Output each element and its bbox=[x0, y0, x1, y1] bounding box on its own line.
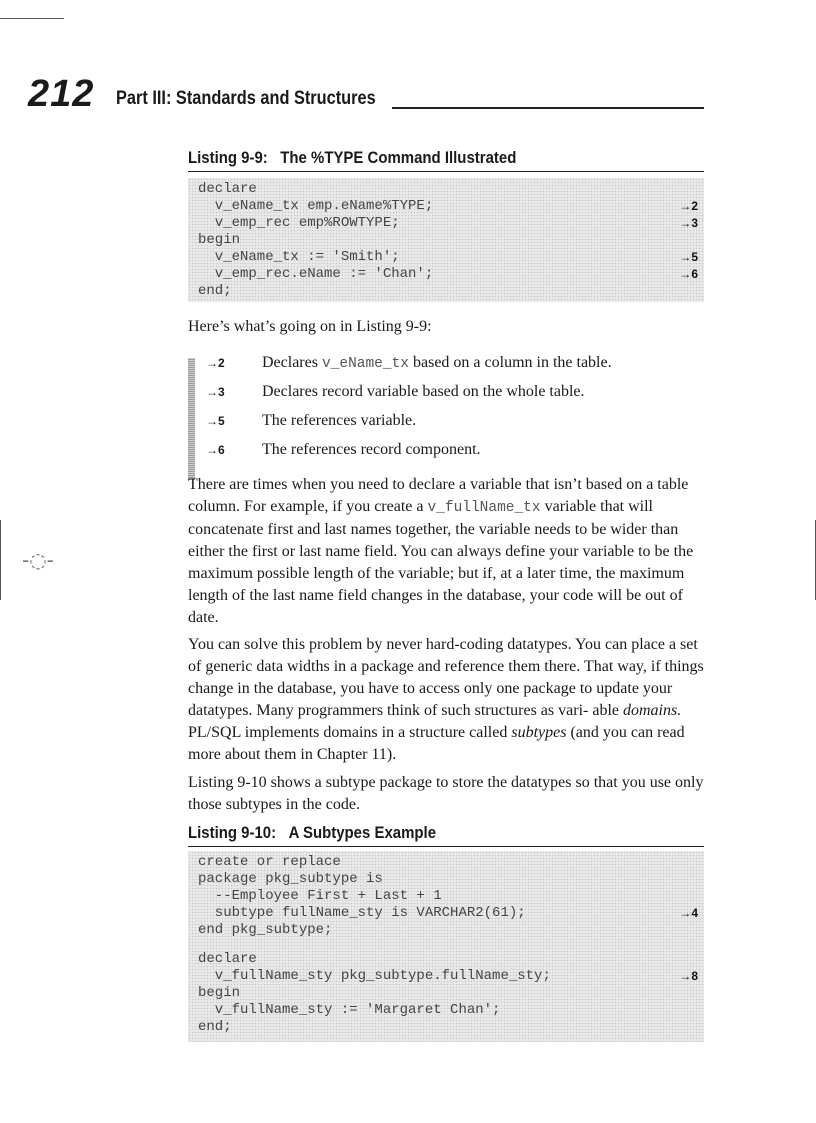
code-line: package pkg_subtype is bbox=[198, 871, 383, 887]
code-line: v_eName_tx := 'Smith'; →5 bbox=[198, 249, 698, 265]
code-line: declare bbox=[198, 181, 257, 197]
body-paragraph: Listing 9-10 shows a subtype package to store the datatypes so that you use only those subtypes in the code. bbox=[188, 774, 704, 813]
annotation-text: The references variable. bbox=[262, 412, 417, 429]
listing-title: Listing 9-10: A Subtypes Example bbox=[188, 822, 704, 847]
annotation-text: Declares v_eName_tx based on a column in the table. bbox=[262, 354, 612, 372]
intro-paragraph: Here’s what’s going on in Listing 9-9: bbox=[188, 318, 432, 335]
code-line: create or replace bbox=[198, 854, 341, 870]
code-line: v_fullName_sty pkg_subtype.fullName_sty; →8 bbox=[198, 968, 698, 984]
line-marker: →2 bbox=[679, 199, 698, 213]
annotation-marker: →2 bbox=[206, 356, 225, 370]
code-line: subtype fullName_sty is VARCHAR2(61); →4 bbox=[198, 905, 698, 921]
code-block bbox=[188, 178, 704, 302]
code-line: begin bbox=[198, 232, 241, 248]
annotation-list bbox=[188, 352, 704, 468]
annotation-text: Declares record variable based on the whole table. bbox=[262, 383, 585, 400]
listing-title: Listing 9-9: The %TYPE Command Illustrated bbox=[188, 147, 704, 172]
code-line: end; bbox=[198, 1019, 232, 1035]
header-rule bbox=[392, 107, 704, 109]
annotation-item bbox=[188, 410, 704, 439]
code-line bbox=[188, 939, 704, 951]
annotation-item bbox=[188, 352, 704, 381]
annotation-item bbox=[188, 381, 704, 410]
line-marker: →3 bbox=[679, 216, 698, 230]
code-line: v_fullName_sty := 'Margaret Chan'; bbox=[198, 1002, 501, 1018]
annotation-marker: →3 bbox=[206, 385, 225, 399]
body-paragraph: You can solve this problem by never hard-coding datatypes. You can place a set of generic data widths in a package and reference them there. That way, if things change in the database, you have to access only one package to update your datatypes. Many programmers think of such structures as vari- able domains. PL/SQL implements domains in a structure called subtypes (and you can read more about them in Chapter 11). bbox=[188, 636, 704, 763]
body-paragraph: There are times when you need to declare a variable that isn’t based on a table column. For example, if you create a v_fullName_tx variable that will concatenate first and last names together, the variable needs to be wider than either the first or last name field. You can always define your variable to be the maximum possible length of the variable; but if, at a later time, the maximum length of the last name field changes in the database, your code will be out of date. bbox=[188, 476, 694, 626]
code-line: declare bbox=[198, 951, 257, 967]
code-line: --Employee First + Last + 1 bbox=[198, 888, 442, 904]
annotation-marker: →5 bbox=[206, 414, 225, 428]
registration-mark-icon: -◌- bbox=[22, 548, 54, 572]
code-line: begin bbox=[198, 985, 241, 1001]
line-marker: →8 bbox=[679, 969, 698, 983]
line-marker: →4 bbox=[679, 906, 698, 920]
code-block bbox=[188, 851, 704, 1042]
code-line: v_emp_rec.eName := 'Chan'; →6 bbox=[198, 266, 698, 282]
code-line: end pkg_subtype; bbox=[198, 922, 333, 938]
crop-mark-top bbox=[0, 18, 64, 19]
code-line: v_emp_rec emp%ROWTYPE; →3 bbox=[198, 215, 698, 231]
code-line: v_eName_tx emp.eName%TYPE; →2 bbox=[198, 198, 698, 214]
line-marker: →5 bbox=[679, 250, 698, 264]
crop-mark-left bbox=[0, 520, 1, 600]
code-line: end; bbox=[198, 283, 232, 299]
annotation-item bbox=[188, 439, 704, 468]
annotation-marker: →6 bbox=[206, 443, 225, 457]
annotation-text: The references record component. bbox=[262, 441, 481, 458]
page-header bbox=[28, 74, 704, 114]
page-number: 212 bbox=[28, 73, 95, 115]
part-title: Part III: Standards and Structures bbox=[116, 88, 376, 109]
line-marker: →6 bbox=[679, 267, 698, 281]
